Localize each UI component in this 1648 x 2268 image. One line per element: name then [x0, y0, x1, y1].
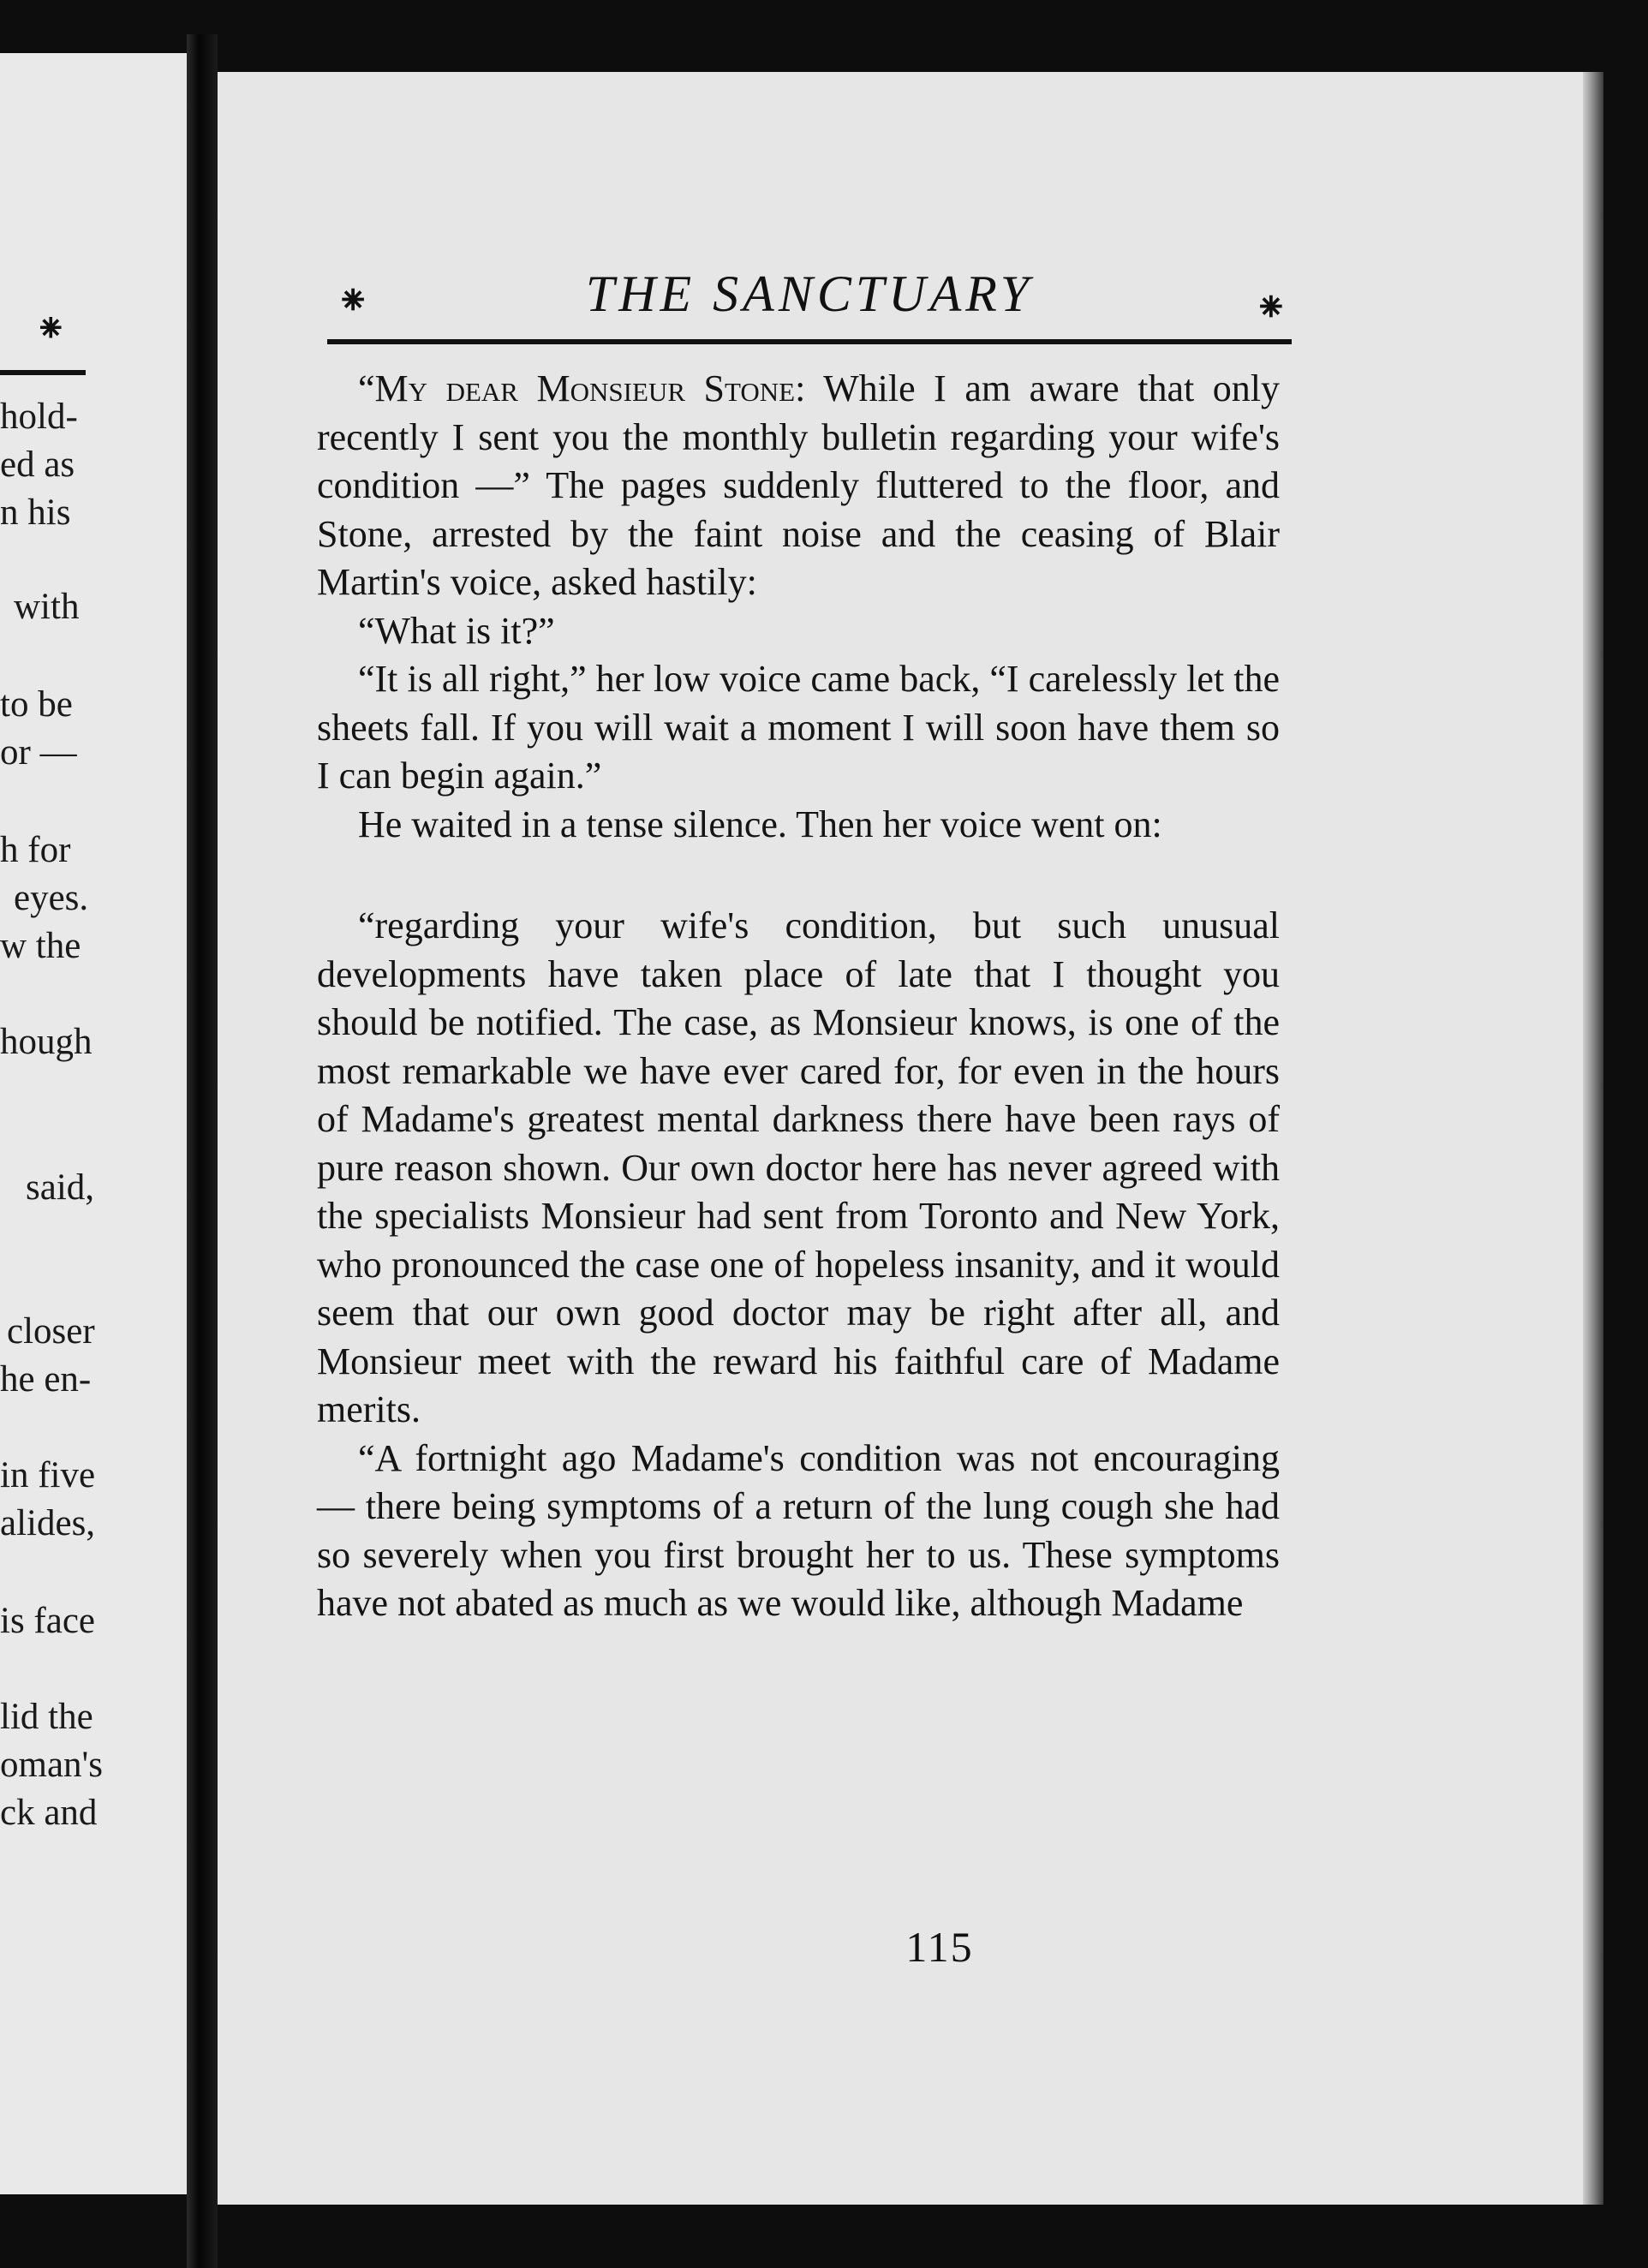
left-page-line: or — — [0, 732, 77, 773]
left-page-line: alides, — [0, 1503, 96, 1543]
header-rule — [327, 339, 1292, 344]
left-page-line: with — [14, 587, 80, 627]
running-header — [327, 265, 1292, 333]
paragraph: “A fortnight ago Madame's condition was not encouraging — there being symptoms of a return of the lung cough she had so severely when you first brought her to us. These symptoms have not abated as much as we would like, although Madame — [317, 1436, 1280, 1624]
body-text — [317, 365, 1280, 1628]
left-page-line: eyes. — [14, 878, 89, 918]
ornament-icon: ⁕ — [1253, 285, 1288, 331]
left-page-line: closer — [7, 1311, 95, 1352]
paragraph: “What is it?” — [358, 609, 555, 652]
left-page-line: to be — [0, 684, 73, 725]
left-page-line: is face — [0, 1601, 96, 1641]
left-page-line: he en- — [0, 1359, 92, 1400]
book-gutter — [187, 34, 218, 2268]
left-page-line: hold- — [0, 397, 78, 437]
letter-salutation: “My dear Monsieur Stone — [358, 367, 796, 409]
book-page — [218, 72, 1603, 2205]
page-number: 115 — [905, 1923, 974, 1971]
left-page-line: hough — [0, 1022, 93, 1062]
left-page-line: w the — [0, 926, 81, 966]
left-page-line: h for — [0, 830, 71, 870]
left-page-line: ck and — [0, 1793, 98, 1833]
left-page-line: ed as — [0, 445, 75, 485]
left-page-line: oman's — [0, 1745, 104, 1785]
section-gap — [317, 849, 1280, 902]
paragraph-text: : While I am aware that only recently I sent you the monthly bulletin regarding your wife's condition —” The pages suddenly fluttered to the floor, and Stone, arrested by the faint noise and the ceasing of Blair Martin's voice, asked hastily: — [317, 367, 1280, 603]
ornament-icon: ⁕ — [34, 307, 68, 350]
ornament-icon: ⁕ — [336, 278, 371, 324]
running-title: THE SANCTUARY — [585, 266, 1034, 322]
paragraph: He waited in a tense silence. Then her voice went on: — [358, 803, 1162, 845]
paragraph: “It is all right,” her low voice came back, “I carelessly let the sheets fall. If you will wait a moment I will soon have them so I can begin again.” — [317, 658, 1280, 797]
left-page-line: n his — [0, 492, 71, 533]
left-page-line: lid the — [0, 1697, 93, 1737]
paragraph — [317, 365, 1280, 607]
previous-page-fragment — [0, 53, 187, 2194]
paragraph: “regarding your wife's condition, but such unusual developments have taken place of late that I thought you should be notified. The case, as Monsieur knows, is one of the most remarkable we have ever cared for, for even in the hours of Madame's greatest mental darkness there have been rays of pure reason shown. Our own doctor here has never agreed with the specialists Monsieur had sent from Toronto and New York, who pronounced the case one of hopeless insanity, and it would seem that our own good doctor may be right after all, and Monsieur meet with the reward his faithful care of Madame merits. — [317, 904, 1280, 1430]
left-page-line: said, — [26, 1167, 95, 1208]
left-page-line: in five — [0, 1455, 96, 1495]
page-edge — [1583, 72, 1603, 2205]
header-rule — [0, 370, 86, 375]
